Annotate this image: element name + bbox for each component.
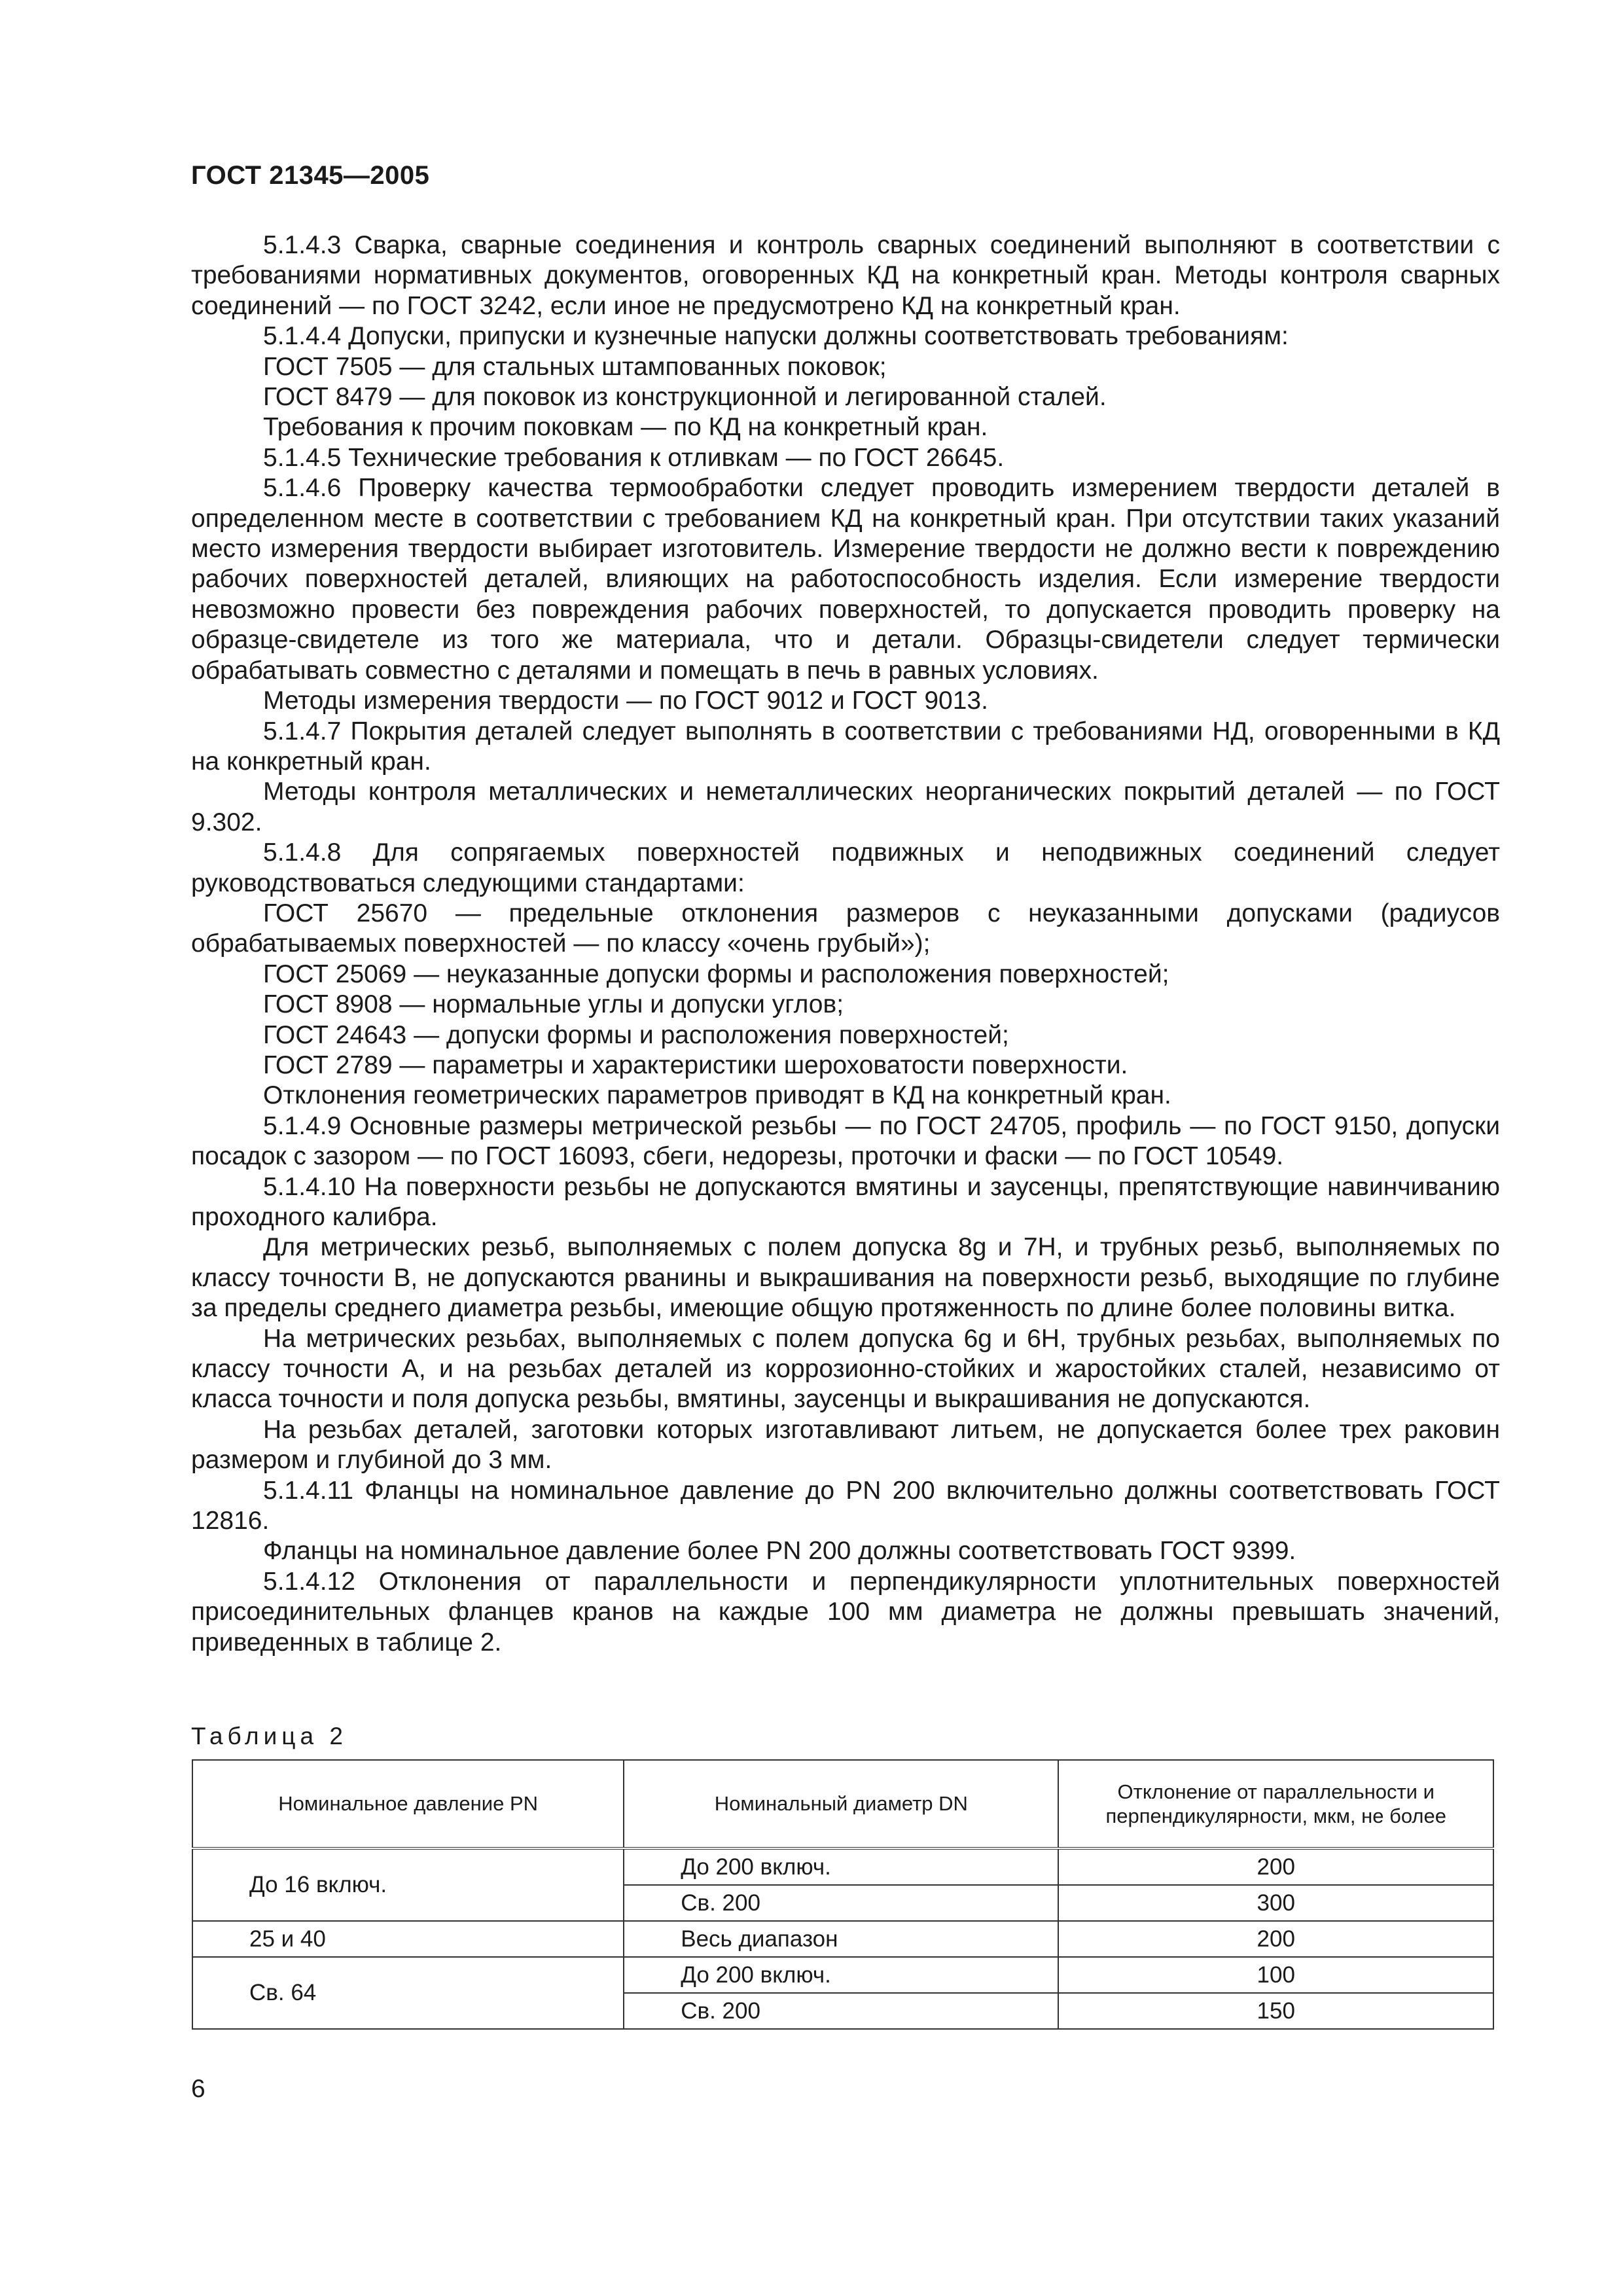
paragraph: 5.1.4.5 Технические требования к отливкам — по ГОСТ 26645. [263,443,1005,472]
cell-deviation: 200 [1058,1848,1493,1885]
cell-deviation: 200 [1058,1921,1493,1957]
body-text [191,230,1500,1658]
cell-pressure: 25 и 40 [192,1921,624,1957]
cell-diameter: Св. 200 [624,1885,1058,1921]
table-row [192,1957,1493,1993]
cell-pressure: До 16 включ. [192,1848,624,1921]
header-deviation: Отклонение от параллельности и перпендикулярности, мкм, не более [1058,1760,1493,1848]
paragraph: ГОСТ 7505 — для стальных штампованных поковок; [263,352,887,381]
paragraph: ГОСТ 24643 — допуски формы и расположения поверхностей; [263,1020,1009,1049]
page-number: 6 [191,2075,205,2103]
cell-diameter: До 200 включ. [624,1848,1058,1885]
paragraph: ГОСТ 25069 — неуказанные допуски формы и расположения поверхностей; [263,960,1169,988]
paragraph: Отклонения геометрических параметров приводят в КД на конкретный кран. [263,1081,1171,1110]
paragraph: Фланцы на номинальное давление более PN 200 должны соответствовать ГОСТ 9399. [263,1537,1296,1566]
document-header: ГОСТ 21345—2005 [191,161,430,190]
paragraph: 5.1.4.10 На поверхности резьбы не допускаются вмятины и заусенцы, препятствующие навинчиванию проходного калибра. [191,1172,1500,1231]
paragraph: 5.1.4.3 Сварка, сварные соединения и контроль сварных соединений выполняют в соответствии с требованиями нормативных документов, оговоренных КД на конкретный кран. Методы контроля сварных соединений — по ГОСТ 3242, если иное не предусмотрено КД на конкретный кран. [191,231,1500,320]
table-caption: Таблица 2 [191,1723,348,1749]
table-row [192,1848,1493,1885]
paragraph: ГОСТ 2789 — параметры и характеристики шероховатости поверхности. [263,1050,1128,1079]
paragraph: ГОСТ 8479 — для поковок из конструкционной и легированной сталей. [263,383,1107,412]
paragraph: 5.1.4.12 Отклонения от параллельности и перпендикулярности уплотнительных поверхностей присоединительных фланцев кранов на каждые 100 мм диаметра не должны превышать значений, приведенных в таблице 2. [191,1567,1500,1657]
cell-deviation: 100 [1058,1957,1493,1993]
paragraph: Методы контроля металлических и неметаллических неорганических покрытий деталей — по ГОСТ 9.302. [191,778,1500,836]
cell-diameter: Весь диапазон [624,1921,1058,1957]
cell-pressure: Св. 64 [192,1957,624,2029]
paragraph: ГОСТ 25670 — предельные отклонения размеров с неуказанными допусками (радиусов обрабатываемых поверхностей — по классу «очень грубый»); [191,899,1500,958]
paragraph: Методы измерения твердости — по ГОСТ 9012 и ГОСТ 9013. [263,687,988,715]
paragraph: 5.1.4.9 Основные размеры метрической резьбы — по ГОСТ 24705, профиль — по ГОСТ 9150, допуски посадок с зазором — по ГОСТ 16093, сбеги, недорезы, проточки и фаски — по ГОСТ 10549. [191,1111,1500,1171]
paragraph: 5.1.4.7 Покрытия деталей следует выполнять в соответствии с требованиями НД, оговоренными в КД на конкретный кран. [191,717,1500,776]
paragraph: Для метрических резьб, выполняемых с полем допуска 8g и 7H, и трубных резьб, выполняемых по классу точности В, не допускаются рванины и выкрашивания на поверхности резьб, выходящие по глубине за пределы среднего диаметра резьбы, имеющие общую протяженность по длине более половины витка. [191,1233,1500,1323]
paragraph: 5.1.4.4 Допуски, припуски и кузнечные напуски должны соответствовать требованиям: [263,322,1289,351]
cell-deviation: 150 [1058,1993,1493,2029]
cell-deviation: 300 [1058,1885,1493,1921]
paragraph: Требования к прочим поковкам — по КД на конкретный кран. [263,413,988,442]
cell-diameter: Св. 200 [624,1993,1058,2029]
paragraph: ГОСТ 8908 — нормальные углы и допуски углов; [263,990,844,1019]
paragraph: На резьбах деталей, заготовки которых изготавливают литьем, не допускается более трех раковин размером и глубиной до 3 мм. [191,1415,1500,1475]
paragraph: 5.1.4.6 Проверку качества термообработки следует проводить измерением твердости деталей в определенном месте в соответствии с требованием КД на конкретный кран. При отсутствии таких указаний место измерения твердости выбирает изготовитель. Измерение твердости не должно вести к повреждению рабочих поверхностей деталей, влияющих на работоспособность изделия. Если измерение твердости невозможно провести без повреждения рабочих поверхностей, то допускается проводить проверку на образце-свидетеле из того же материала, что и детали. Образцы-свидетели следует термически обрабатывать совместно с деталями и помещать в печь в равных условиях. [191,474,1500,685]
table-row [192,1921,1493,1957]
paragraph: 5.1.4.11 Фланцы на номинальное давление до PN 200 включительно должны соответствовать ГОСТ 12816. [191,1476,1500,1535]
paragraph: 5.1.4.8 Для сопрягаемых поверхностей подвижных и неподвижных соединений следует руководствоваться следующими стандартами: [191,838,1500,897]
header-pressure: Номинальное давление PN [192,1760,624,1848]
paragraph: На метрических резьбах, выполняемых с полем допуска 6g и 6H, трубных резьбах, выполняемых по классу точности А, и на резьбах деталей из коррозионно-стойких и жаростойких сталей, независимо от класса точности и поля допуска резьбы, вмятины, заусенцы и выкрашивания не допускаются. [191,1324,1500,1414]
table-2 [192,1759,1494,2030]
cell-diameter: До 200 включ. [624,1957,1058,1993]
table-header-row [192,1760,1493,1848]
header-diameter: Номинальный диаметр DN [624,1760,1058,1848]
